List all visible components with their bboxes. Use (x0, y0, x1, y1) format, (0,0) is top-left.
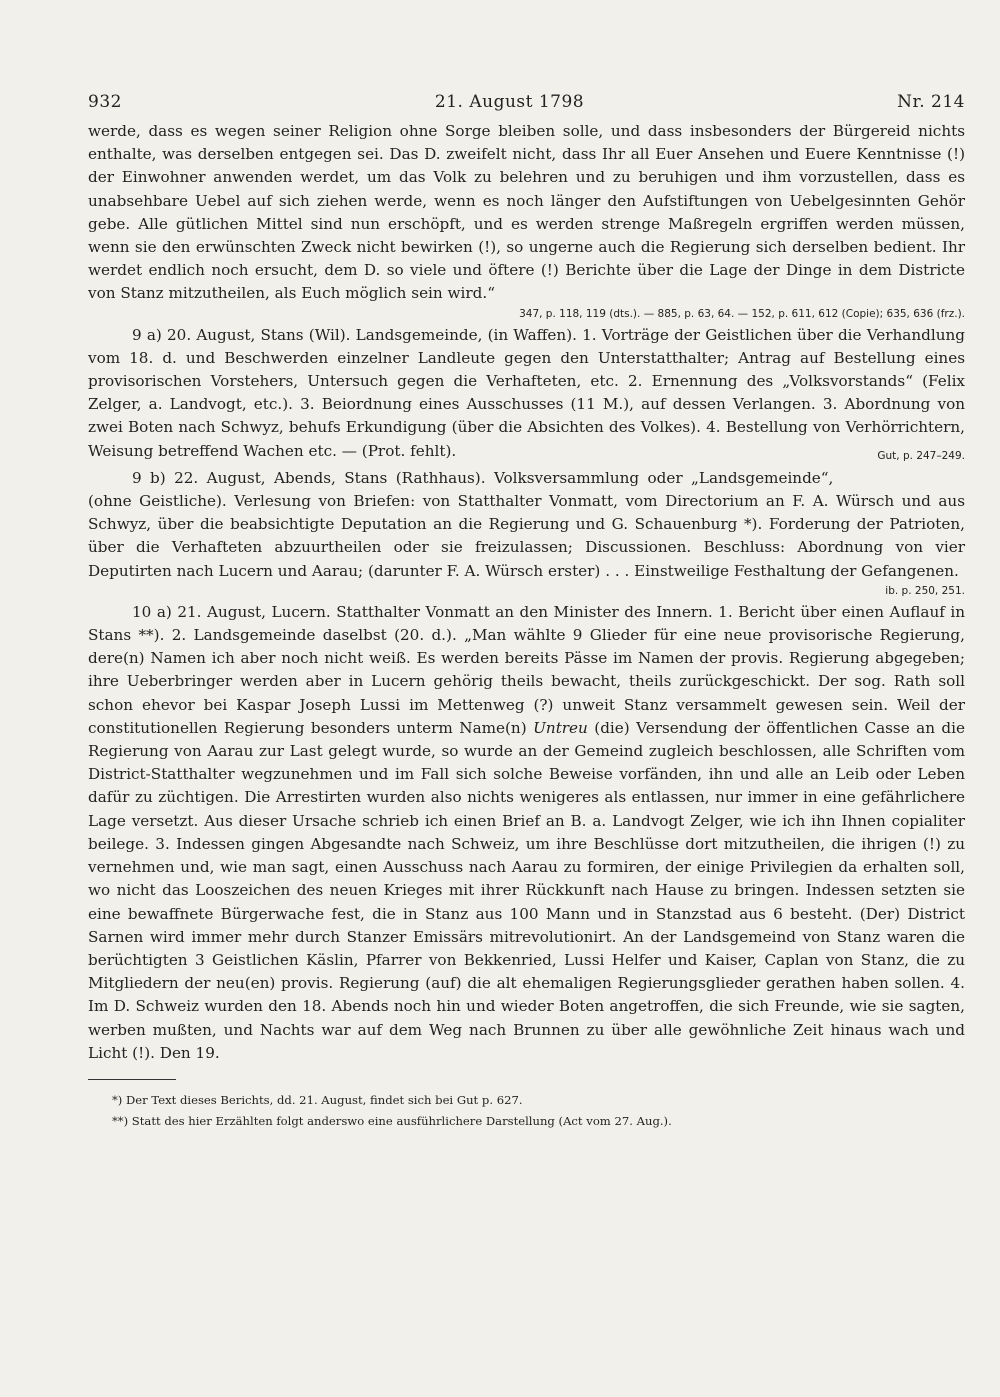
entry-10a-text-1: 10 a) 21. August, Lucern. Statthalter Vonmatt an den Minister des Innern. 1. Bericht über einen Auflauf in Stans **). 2. Landsgemeinde daselbst (20. d.). „Man wählte 9 Glieder für eine neue provisorische Regierung, dere(n) Namen ich aber noch nicht weiß. Es werden bereits Pässe im Namen der provis. Regierung abgegeben; ihre Ueberbringer werden aber in Lucern gehörig theils bewacht, theils zurückgeschickt. Der sog. Rath soll schon ehevor bei Kaspar Joseph Lussi im Mettenweg (?) unweit Stanz versammelt gewesen sein. Weil der constitutionellen Regierung besonders unterm Name(n) (88, 602, 965, 737)
source-reference-1: 347, p. 118, 119 (dts.). — 885, p. 63, 64. — 152, p. 611, 612 (Copie); 635, 636 (frz.). (519, 307, 965, 320)
footnote-1: *) Der Text dieses Berichts, dd. 21. August, findet sich bei Gut p. 627. (112, 1092, 523, 1107)
document-page (88, 92, 965, 1132)
page-number: 932 (88, 92, 122, 112)
footnote-divider (88, 1079, 176, 1080)
entry-10a-emphasis: Untreu (533, 718, 588, 737)
page-header (88, 92, 965, 112)
entry-10a-text-2: (die) Versendung der öffentlichen Casse an die Regierung von Aarau zur Last gelegt wurde, so wurde an der Gemeind zugleich beschlossen, alle Schriften vom District-Statthalter wegzunehmen und im Fall sich solche Beweise vorfänden, ihn und alle an Leib oder Leben dafür zu züchtigen. Die Arrestirten wurden also nichts wenigeres als entlassen, nur immer in eine gefährlichere Lage versetzt. Aus dieser Ursache schrieb ich einen Brief an B. a. Landvogt Zelger, wie ich ihn Ihnen copialiter beilege. 3. Indessen gingen Abgesandte nach Schweiz, um ihre Beschlüsse dort mitzutheilen, die ihrigen (!) zu vernehmen und, wie man sagt, einen Ausschuss nach Aarau zu formiren, der einige Privilegien da erhalten soll, wo nicht das Looszeichen des neuen Krieges mit ihrer Rückkunft nach Hause zu bringen. Indessen setzten sie eine bewaffnete Bürgerwache fest, die in Stanz aus 100 Mann und in Stanzstad aus 6 besteht. (Der) District Sarnen wird immer mehr durch Stanzer Emissärs mitrevolutionirt. An der Landsgemeind von Stanz waren die berüchtigten 3 Geistlichen Käslin, Pfarrer von Bekkenried, Lussi Helfer und Kaiser, Caplan von Stanz, die zu Mitgliedern der neu(en) provis. Regierung (auf) die alt ehemaligen Regierungsglieder gerathen haben sollen. 4. Im D. Schweiz wurden den 18. Abends noch hin und wieder Boten angetroffen, die sich Freunde, wie sie sagten, werben mußten, und Nachts war auf dem Weg nach Brunnen zu über alle gewöhnliche Zeit hinaus wach und Licht (!). Den 19. (88, 718, 965, 1062)
paragraph-continuation: werde, dass es wegen seiner Religion ohne Sorge bleiben solle, und dass insbesonders der Bürgereid nichts enthalte, was derselben entgegen sei. Das D. zweifelt nicht, dass Ihr all Euer Ansehen und Euere Kenntnisse (!) der Einwohner anwenden werdet, um das Volk zu belehren und zu beruhigen und ihm vorzustellen, dass es unabsehbare Uebel auf sich ziehen werde, wenn es noch länger den Aufstiftungen von Uebelgesinnten Gehör gebe. Alle gütlichen Mittel sind nun erschöpft, und es werden strenge Maßregeln ergriffen werden müssen, wenn sie den erwünschten Zweck nicht bewirken (!), so ungerne auch die Regierung sich derselben bedient. Ihr werdet endlich noch ersucht, dem D. so viele und öftere (!) Berichte über die Lage der Dinge in dem Districte von Stanz mitzutheilen, als Euch möglich sein wird.“ (88, 122, 965, 303)
document-number: Nr. 214 (897, 92, 965, 112)
source-reference-9b: ib. p. 250, 251. (885, 584, 965, 597)
header-date: 21. August 1798 (434, 92, 585, 112)
entry-9b: 9 b) 22. August, Abends, Stans (Rathhaus). Volksversammlung oder „Landsgemeinde“, (ohne Geistliche). Verlesung von Briefen: von Statthalter Vonmatt, vom Directorium an F. A. Würsch und aus Schwyz, über die beabsichtigte Deputation an die Regierung und G. Schauenburg *). Forderung der Patrioten, über die Verhafteten abzuurtheilen oder sie freizulassen; Discussionen. Beschluss: Abordnung von vier Deputirten nach Lucern und Aarau; (darunter F. A. Würsch erster) . . . Einstweilige Festhaltung der Gefangenen. (88, 468, 965, 580)
entry-10a (88, 601, 965, 1065)
footnote-2: **) Statt des hier Erzählten folgt anderswo eine ausführlichere Darstellung (Act vom 27. Aug.). (112, 1113, 672, 1128)
entry-9a (88, 324, 965, 463)
source-reference-9a: Gut, p. 247–249. (877, 449, 965, 462)
entry-9a-text: 9 a) 20. August, Stans (Wil). Landsgemeinde, (in Waffen). 1. Vorträge der Geistlichen über die Verhandlung vom 18. d. und Beschwerden einzelner Landleute gegen den Unterstatthalter; Antrag auf Bestellung eines provisorischen Vorstehers, Untersuch gegen die Verhafteten, etc. 2. Ernennung des „Volksvorstands“ (Felix Zelger, a. Landvogt, etc.). 3. Beiordnung eines Ausschusses (11 M.), auf dessen Verlangen. 3. Abordnung von zwei Boten nach Schwyz, behufs Erkundigung (über die Absichten des Volkes). 4. Bestellung von Verhörrichtern, Weisung betreffend Wachen etc. — (Prot. fehlt). (88, 325, 965, 460)
